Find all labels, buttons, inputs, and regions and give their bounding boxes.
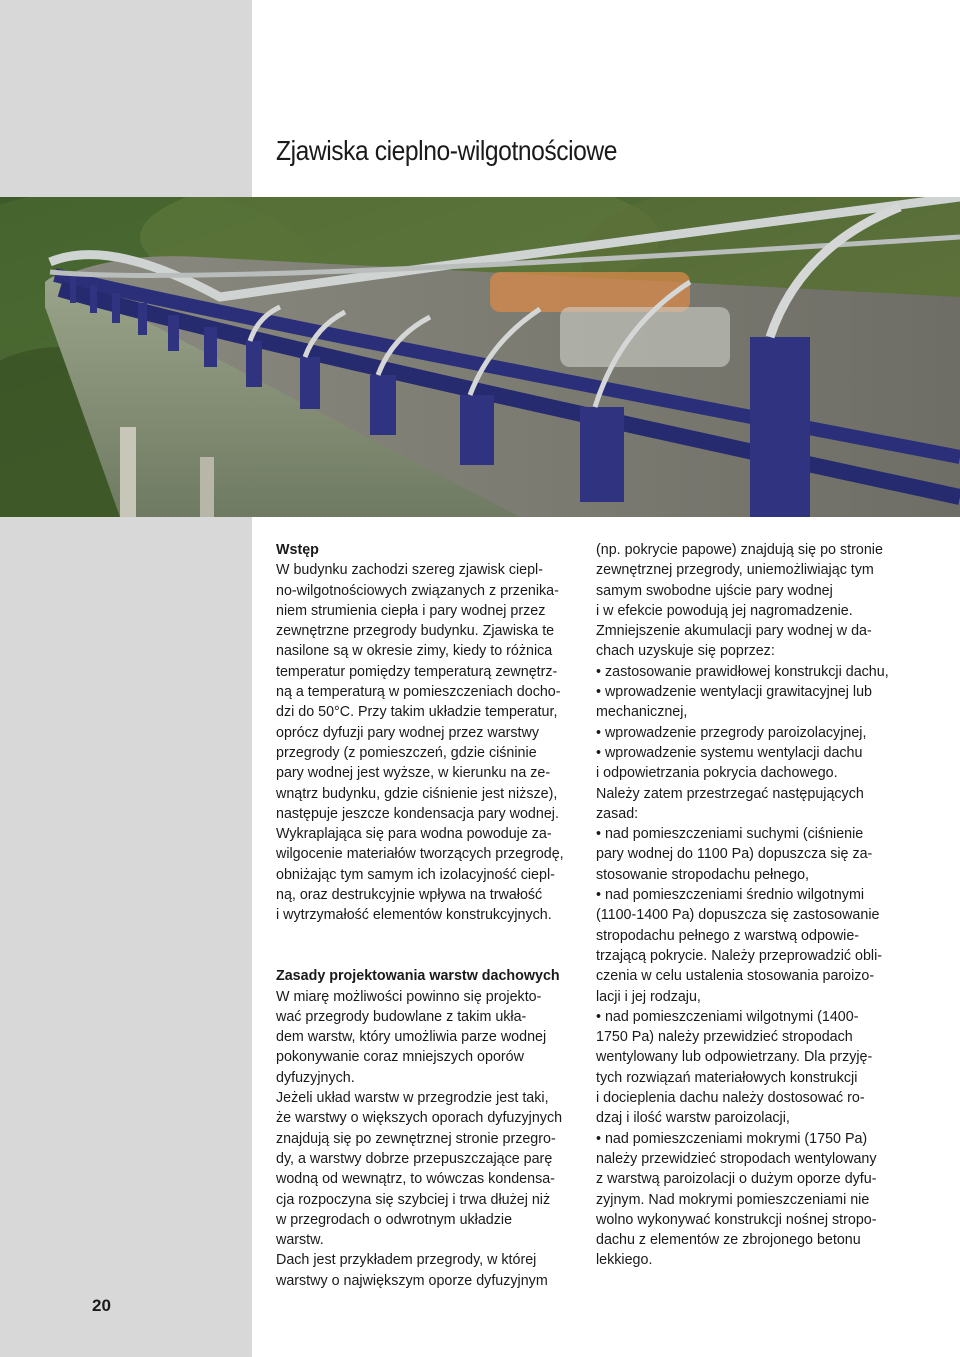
text-line: Wykraplająca się para wodna powoduje za- [276, 826, 552, 843]
text-line: niem strumienia ciepła i pary wodnej przez [276, 602, 546, 619]
text-line: dzi do 50°C. Przy takim układzie temperatur, [276, 704, 558, 721]
text-line: wnątrz budynku, gdzie ciśnienie jest niższe), [276, 785, 558, 802]
text-line: że warstwy o większych oporach dyfuzyjnych [276, 1110, 563, 1127]
text-line: obniżając tym samym ich izolacyjność ciepl- [276, 866, 555, 883]
text-line: wodną od wewnątrz, to wówczas kondensa- [276, 1171, 555, 1188]
left-text-column [276, 540, 572, 1291]
text-line: lacji i jej rodzaju, [596, 988, 701, 1005]
text-line: i odpowietrzania pokrycia dachowego. [596, 765, 838, 782]
text-line: warstwy o największym oporze dyfuzyjnym [276, 1272, 548, 1289]
text-line: stosowanie stropodachu pełnego, [596, 866, 810, 883]
text-line: temperatur pomiędzy temperaturą zewnętrz- [276, 663, 558, 680]
page-number: 20 [92, 1296, 111, 1315]
text-line: nasilone są w okresie zimy, kiedy to różnica [276, 643, 553, 660]
text-line: tych rozwiązań materiałowych konstrukcji [596, 1069, 858, 1086]
text-line: wolno wykonywać konstrukcji nośnej stropo- [596, 1211, 877, 1228]
text-line: należy przewidzieć stropodach wentylowany [596, 1150, 877, 1167]
text-line: i w efekcie powodują jej nagromadzenie. [596, 602, 853, 619]
text-line: chach uzyskuje się poprzez: [596, 643, 775, 660]
text-line [276, 926, 572, 946]
text-line: pary wodnej jest wyższe, w kierunku na ze- [276, 765, 551, 782]
text-line: Jeżeli układ warstw w przegrodzie jest taki, [276, 1090, 549, 1107]
text-line: (1100-1400 Pa) dopuszcza się zastosowanie [596, 907, 880, 924]
text-line: przegrody (z pomieszczeń, gdzie ciśninie [276, 744, 537, 761]
text-line: • nad pomieszczeniami suchymi (ciśnienie [596, 826, 864, 843]
text-line: czenia w celu ustalenia stosowania paroizo- [596, 968, 875, 985]
text-line: cja rozpoczyna się szybciej i trwa dłużej niż [276, 1191, 551, 1208]
text-line: • wprowadzenie wentylacji grawitacyjnej lub [596, 684, 872, 701]
text-line: wilgocenie materiałów tworzących przegrodę, [276, 846, 564, 863]
text-line: 1750 Pa) należy przewidzieć stropodach [596, 1029, 853, 1046]
text-line: zyjnym. Nad mokrymi pomieszczeniami nie [596, 1191, 870, 1208]
text-line: • zastosowanie prawidłowej konstrukcji dachu, [596, 663, 889, 680]
text-line: następuje jeszcze kondensacja pary wodnej. [276, 805, 559, 822]
text-line: z warstwą paroizolacji o dużym oporze dyfu- [596, 1171, 877, 1188]
text-line: mechanicznej, [596, 704, 688, 721]
text-line: trzającą pokrycie. Należy przeprowadzić obli- [596, 947, 883, 964]
text-line: zasad: [596, 805, 639, 822]
text-line: dy, a warstwy dobrze przepuszczające parę [276, 1150, 553, 1167]
text-line: dyfuzyjnych. [276, 1069, 355, 1086]
text-line: w przegrodach o odwrotnym układzie [276, 1211, 513, 1228]
text-line: i docieplenia dachu należy dostosować ro- [596, 1090, 865, 1107]
text-line: wentylowany lub odpowietrzany. Dla przyję- [596, 1049, 873, 1066]
bridge-photo [0, 197, 960, 517]
text-line: lekkiego. [596, 1252, 653, 1269]
text-line: warstw. [276, 1232, 324, 1249]
text-line: ną, oraz destrukcyjnie wpływa na trwałość [276, 887, 543, 904]
section-heading: Wstęp [276, 542, 319, 558]
text-line: • nad pomieszczeniami wilgotnymi (1400- [596, 1008, 859, 1025]
text-line: • wprowadzenie systemu wentylacji dachu [596, 744, 863, 761]
text-line: Dach jest przykładem przegrody, w której [276, 1252, 537, 1269]
text-line: dachu z elementów ze zbrojonego betonu [596, 1232, 861, 1249]
text-line: pary wodnej do 1100 Pa) dopuszcza się za- [596, 846, 873, 863]
text-line: Zmniejszenie akumulacji pary wodnej w da- [596, 623, 872, 640]
text-line: dzaj i ilość warstw paroizolacji, [596, 1110, 790, 1127]
right-text-column [596, 540, 896, 1271]
text-line: ną a temperaturą w pomieszczeniach docho- [276, 684, 561, 701]
text-line: no-wilgotnościowych związanych z przenika- [276, 582, 559, 599]
page-title: Zjawiska cieplno-wilgotnościowe [276, 135, 618, 166]
text-line: stropodachu pełnego z warstwą odpowie- [596, 927, 860, 944]
text-line: pokonywanie coraz mniejszych oporów [276, 1049, 524, 1066]
text-line: • nad pomieszczeniami średnio wilgotnymi [596, 887, 865, 904]
text-line [276, 946, 572, 966]
text-line: oprócz dyfuzji pary wodnej przez warstwy [276, 724, 540, 741]
text-line: wać przegrody budowlane z takim ukła- [276, 1008, 527, 1025]
text-line: znajdują się po zewnętrznej stronie przegro- [276, 1130, 556, 1147]
text-line: W budynku zachodzi szereg zjawisk ciepl- [276, 562, 543, 579]
text-line: (np. pokrycie papowe) znajdują się po stronie [596, 542, 883, 558]
text-line: Należy zatem przestrzegać następujących [596, 785, 864, 802]
text-line: zewnętrzne przegrody budynku. Zjawiska te [276, 623, 555, 640]
text-line: W miarę możliwości powinno się projekto- [276, 988, 542, 1005]
text-line: dem warstw, który umożliwia parze wodnej [276, 1029, 547, 1046]
section-heading: Zasady projektowania warstw dachowych [276, 968, 560, 985]
text-line: • wprowadzenie przegrody paroizolacyjnej, [596, 724, 867, 741]
text-line: zewnętrznej przegrody, uniemożliwiając tym [596, 562, 874, 579]
text-line: samym swobodne ujście pary wodnej [596, 582, 833, 599]
text-line: i wytrzymałość elementów konstrukcyjnych. [276, 907, 552, 924]
text-line: • nad pomieszczeniami mokrymi (1750 Pa) [596, 1130, 868, 1147]
